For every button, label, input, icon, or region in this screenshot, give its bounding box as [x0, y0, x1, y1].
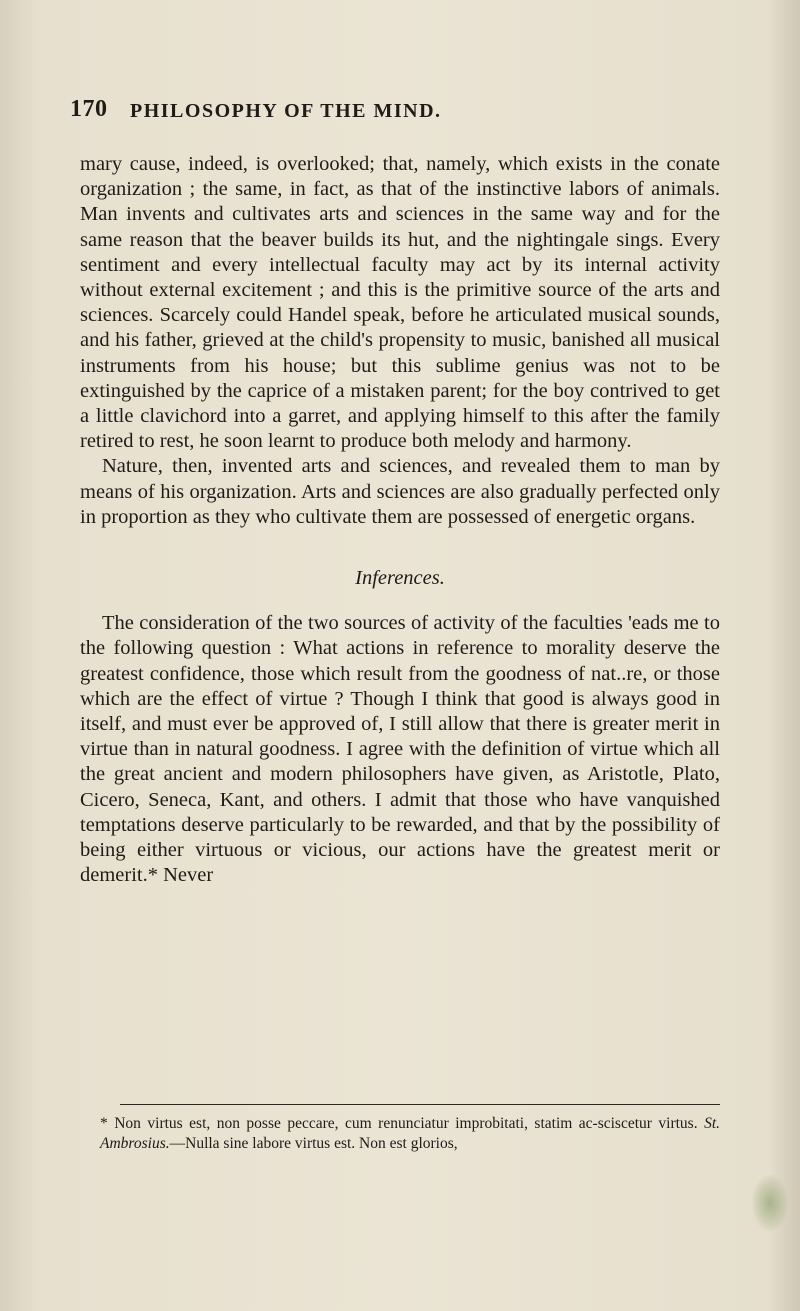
- running-head: PHILOSOPHY OF THE MIND.: [130, 100, 442, 122]
- paragraph-inferences: The consideration of the two sources of activity of the faculties 'eads me to the following question : What actions in reference to morality deserve the greatest confidence, those which result from the goodness of nat..re, or those which are the effect of virtue ? Though I think that good is always good in itself, and must ever be approved of, I still allow that there is greater merit in virtue than in natural goodness. I agree with the definition of virtue which all the great ancient and modern philosophers have given, as Aristotle, Plato, Cicero, Seneca, Kant, and others. I admit that those who have vanquished temptations deserve particularly to be rewarded, and that by the possibility of being either virtuous or vicious, our actions have the greatest merit or demerit.* Never: [80, 612, 720, 887]
- paragraph-handel: mary cause, indeed, is overlooked; that, namely, which exists in the conate organization ; the same, in fact, as that of the instinctive labors of animals. Man invents and cultivates arts and sciences in the same way and for the same reason that the beaver builds its hut, and the nightingale sings. Every sentiment and every intellectual faculty may act by its internal activity without external excitement ; and this is the primitive source of the arts and sciences. Scarcely could Handel speak, before he articulated musical sounds, and his father, grieved at the child's propensity to music, banished all musical instruments from his house; but this sublime genius was not to be extinguished by the caprice of a mistaken parent; for the boy contrived to get a little clavichord into a garret, and applying himself to this after the family retired to rest, he soon learnt to produce both melody and harmony.: [80, 153, 720, 453]
- footnote-author: St. Ambrosius.: [100, 1115, 720, 1152]
- footnote: [80, 1114, 720, 1154]
- paragraph-nature: Nature, then, invented arts and sciences, and revealed them to man by means of his organization. Arts and sciences are also gradually perfected only in proportion as they who cultivate them are possessed of energetic organs.: [80, 455, 720, 528]
- page-header: [70, 96, 730, 132]
- section-heading: Inferences.: [355, 567, 445, 590]
- footnote-text-end: —Nulla sine labore virtus est. Non est glorios,: [169, 1135, 458, 1152]
- footnote-rule: [120, 1104, 720, 1105]
- page-number: 170: [70, 96, 108, 122]
- footnote-text-start: * Non virtus est, non posse peccare, cum renunciatur improbitati, statim ac-sciscetur virtus.: [100, 1115, 705, 1132]
- body-text: [80, 152, 720, 888]
- page-stain: [752, 1175, 788, 1231]
